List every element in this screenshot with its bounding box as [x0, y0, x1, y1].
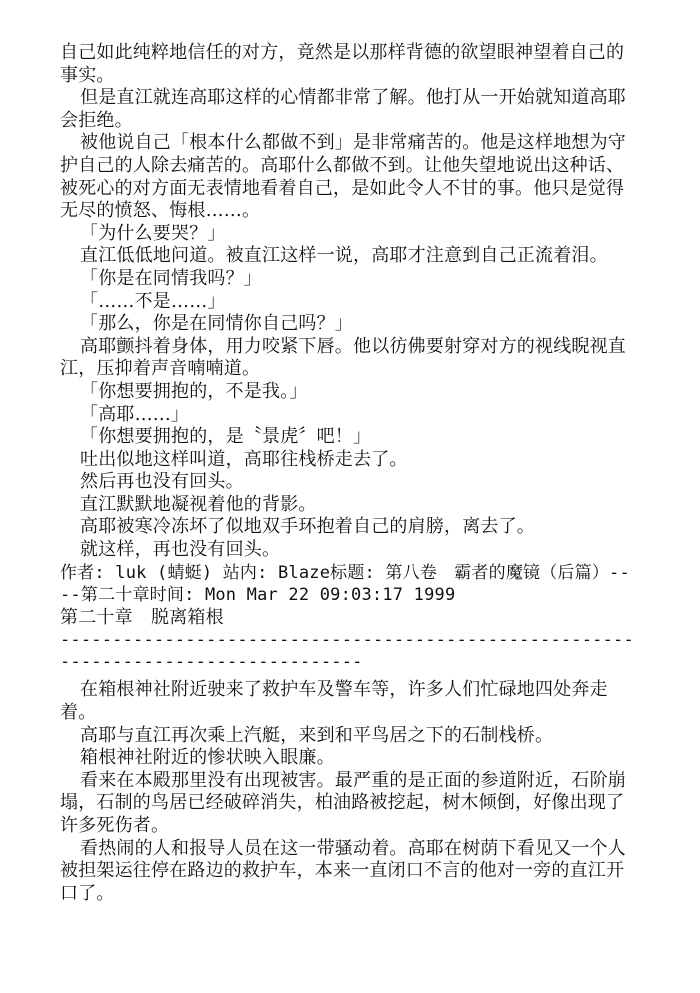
- paragraph: 在箱根神社附近驶来了救护车及警车等，许多人们忙碌地四处奔走着。: [60, 679, 608, 724]
- paragraph: 看来在本殿那里没有出现被害。最严重的是正面的参道附近，石阶崩塌，石制的鸟居已经破碎消失，柏油路被挖起，树木倾倒，好像出现了许多死伤者。: [60, 769, 626, 836]
- paragraph: 高耶与直江再次乘上汽艇，来到和平鸟居之下的石制栈桥。: [80, 724, 554, 746]
- document-body: [60, 42, 640, 905]
- paragraph: 就这样，再也没有回头。: [80, 539, 281, 561]
- story-text-bottom: [60, 679, 640, 905]
- paragraph: 高耶被寒冷冻坏了似地双手环抱着自己的肩膀，离去了。: [80, 516, 535, 538]
- separator-line: ------------------------------------------------------------------------------------: [60, 630, 634, 673]
- paragraph: 「……不是……」: [80, 290, 226, 312]
- paragraph: 「那么，你是在同情你自己吗？」: [80, 313, 353, 335]
- paragraph: 高耶颤抖着身体，用力咬紧下唇。他以彷佛要射穿对方的视线睨视直江，压抑着声音喃喃道。: [60, 335, 626, 380]
- paragraph: 「为什么要哭？」: [80, 222, 226, 244]
- paragraph: 「你想要拥抱的，不是我。」: [80, 380, 308, 402]
- paragraph: 但是直江就连高耶这样的心情都非常了解。他打从一开始就知道高耶会拒绝。: [60, 87, 626, 131]
- paragraph: 看热闹的人和报导人员在这一带骚动着。高耶在树荫下看见又一个人被担架运往停在路边的救护车，本来一直闭口不言的他对一旁的直江开口了。: [60, 837, 626, 904]
- paragraph: 被他说自己「根本什么都做不到」是非常痛苦的。他是这样地想为守护自己的人除去痛苦的。高耶什么都做不到。让他失望地说出这种话、被死心的对方面无表情地看着自己，是如此令人不甘的事。他只是觉得无尽的愤怒、悔根……。: [60, 132, 626, 222]
- paragraph: 吐出似地这样叫道，高耶往栈桥走去了。: [80, 448, 408, 470]
- paragraph: 直江默默地凝视着他的背影。: [80, 493, 317, 515]
- paragraph: 箱根神社附近的惨状映入眼廉。: [80, 747, 335, 769]
- paragraph: 然后再也没有回头。: [80, 471, 244, 493]
- paragraph: 「你想要拥抱的，是〝景虎〞吧！」: [80, 426, 372, 448]
- chapter-title: 第二十章 脱离箱根: [60, 606, 224, 628]
- story-text-top: [60, 42, 640, 562]
- paragraph: 自己如此纯粹地信任的对方，竟然是以那样背德的欲望眼神望着自己的事实。: [60, 42, 625, 86]
- post-header: 作者: luk (蜻蜓) 站内: Blaze标题: 第八卷 霸者的魔镜（后篇）----第二十章时间: Mon Mar 22 09:03:17 1999: [60, 562, 630, 606]
- paragraph: 「高耶……」: [80, 403, 190, 425]
- paragraph: 直江低低地问道。被直江这样一说，高耶才注意到自己正流着泪。: [80, 245, 608, 267]
- paragraph: 「你是在同情我吗？」: [80, 267, 262, 289]
